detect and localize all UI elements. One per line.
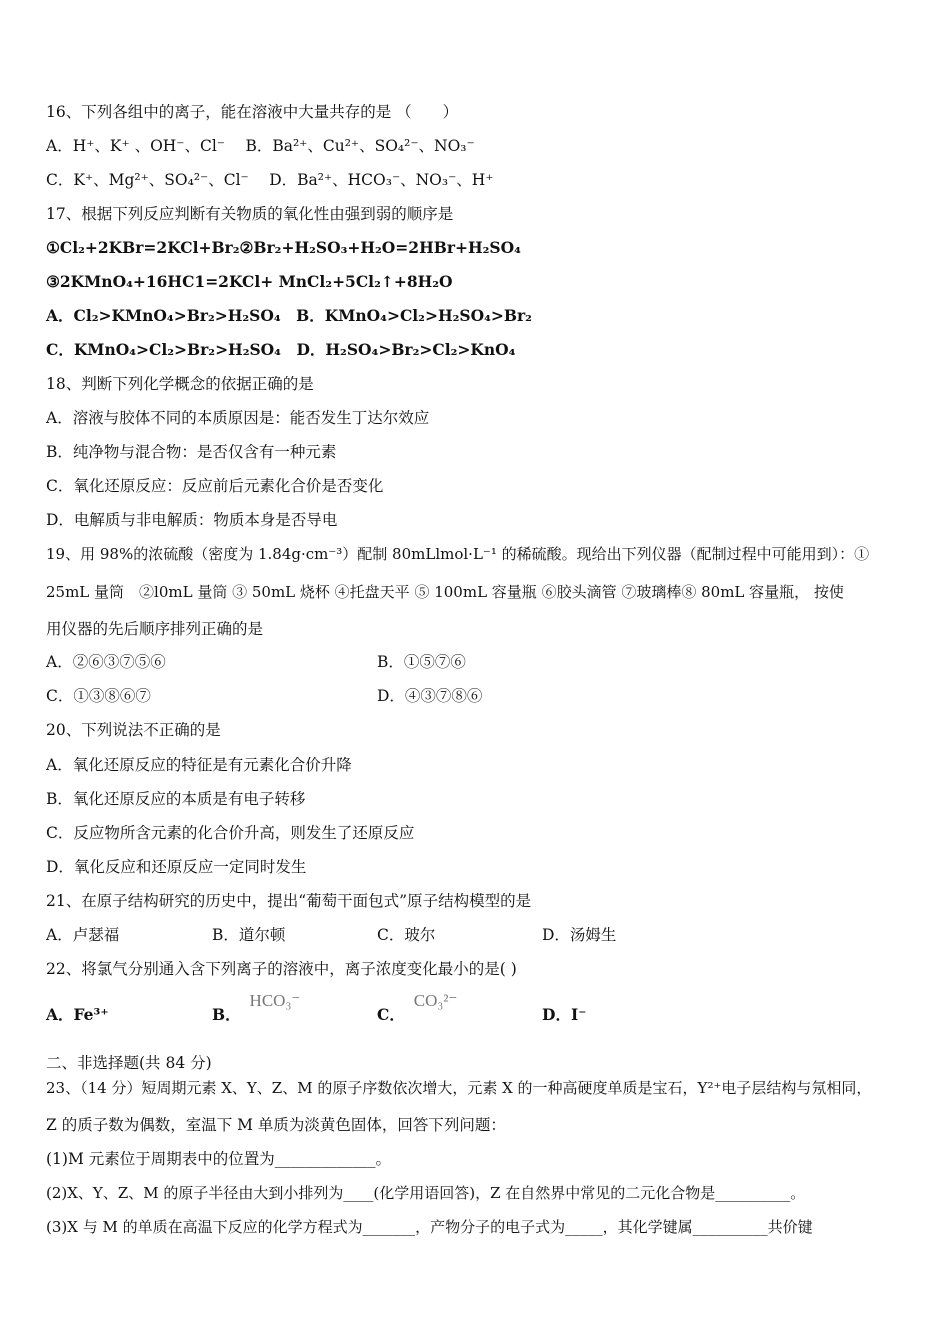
q17-reaction-3: ③2KMnO₄+16HC1=2KCl+ MnCl₂+5Cl₂↑+8H₂O: [46, 272, 453, 291]
q18-option-b[interactable]: B．纯净物与混合物：是否仅含有一种元素: [46, 443, 337, 461]
q22-option-c-label: C．: [377, 1005, 405, 1024]
section-heading: 二、非选择题(共 84 分): [46, 1054, 212, 1072]
q23-part-3: (3)X 与 M 的单质在高温下反应的化学方程式为_______，产物分子的电子式为_____，其化学键属__________共价键: [46, 1218, 813, 1236]
q22-option-a[interactable]: A．Fe³⁺: [46, 1005, 109, 1024]
q21-option-a[interactable]: A．卢瑟福: [46, 926, 120, 944]
q17-options-ab[interactable]: A．Cl₂>KMnO₄>Br₂>H₂SO₄ B．KMnO₄>Cl₂>H₂SO₄>Br₂: [46, 306, 532, 325]
q22-option-b-formula: HCO₃⁻: [249, 991, 301, 1010]
q22-option-b-label: B．: [212, 1005, 241, 1024]
q19-stem-line3: 用仪器的先后顺序排列正确的是: [46, 620, 264, 638]
q20-option-d[interactable]: D．氧化反应和还原反应一定同时发生: [46, 858, 307, 876]
q17-stem: 17、根据下列反应判断有关物质的氧化性由强到弱的顺序是: [46, 205, 454, 223]
q20-stem: 20、下列说法不正确的是: [46, 721, 221, 739]
q16-option-c[interactable]: C．K⁺、Mg²⁺、SO₄²⁻、Cl⁻: [46, 171, 249, 189]
q16-stem: 16、下列各组中的离子，能在溶液中大量共存的是 （ ）: [46, 103, 459, 121]
q18-option-d[interactable]: D．电解质与非电解质：物质本身是否导电: [46, 511, 338, 529]
q18-option-c[interactable]: C．氧化还原反应：反应前后元素化合价是否变化: [46, 477, 384, 495]
q19-option-b[interactable]: B．①⑤⑦⑥: [377, 653, 466, 671]
q23-stem-line2: Z 的质子数为偶数，室温下 M 单质为淡黄色固体，回答下列问题：: [46, 1116, 506, 1134]
q16-options-ab: [46, 136, 475, 156]
q22-option-c-formula: CO₃²⁻: [413, 991, 458, 1010]
q23-part-1: (1)M 元素位于周期表中的位置为_____________。: [46, 1150, 392, 1168]
q19-stem-line1: 19、用 98%的浓硫酸（密度为 1.84g·cm⁻³）配制 80mLlmol·L⁻¹ 的稀硫酸。现给出下列仪器（配制过程中可能用到）：①: [46, 545, 870, 563]
q19-option-c[interactable]: C．①③⑧⑥⑦: [46, 687, 151, 705]
q19-stem-line2: 25mL 量筒 ②l0mL 量筒 ③ 50mL 烧杯 ④托盘天平 ⑤ 100mL 容量瓶 ⑥胶头滴管 ⑦玻璃棒⑧ 80mL 容量瓶， 按使: [46, 583, 844, 601]
q20-option-a[interactable]: A．氧化还原反应的特征是有元素化合价升降: [46, 756, 352, 774]
q22-option-d[interactable]: D．I⁻: [542, 1005, 587, 1024]
q22-stem: 22、将氯气分别通入含下列离子的溶液中，离子浓度变化最小的是( ): [46, 960, 517, 978]
q21-option-d[interactable]: D．汤姆生: [542, 926, 617, 944]
q16-options-cd: [46, 170, 493, 190]
q21-option-b[interactable]: B．道尔顿: [212, 926, 286, 944]
q17-options-cd[interactable]: C．KMnO₄>Cl₂>Br₂>H₂SO₄ D．H₂SO₄>Br₂>Cl₂>KnO₄: [46, 340, 516, 359]
q16-option-b[interactable]: B．Ba²⁺、Cu²⁺、SO₄²⁻、NO₃⁻: [245, 137, 475, 155]
q22-option-b[interactable]: [212, 991, 301, 1025]
q18-stem: 18、判断下列化学概念的依据正确的是: [46, 375, 314, 393]
q20-option-b[interactable]: B．氧化还原反应的本质是有电子转移: [46, 790, 306, 808]
q19-option-a[interactable]: A．②⑥③⑦⑤⑥: [46, 653, 166, 671]
q19-option-d[interactable]: D．④③⑦⑧⑥: [377, 687, 483, 705]
q16-option-a[interactable]: A．H⁺、K⁺ 、OH⁻、Cl⁻: [46, 137, 225, 155]
q16-option-d[interactable]: D．Ba²⁺、HCO₃⁻、NO₃⁻、H⁺: [269, 171, 494, 189]
q17-reaction-1-2: ①Cl₂+2KBr=2KCl+Br₂②Br₂+H₂SO₃+H₂O=2HBr+H₂SO₄: [46, 238, 521, 257]
q23-stem-line1: 23、（14 分）短周期元素 X、Y、Z、M 的原子序数依次增大，元素 X 的一种高硬度单质是宝石，Y²⁺电子层结构与氖相同，: [46, 1079, 872, 1097]
q21-stem: 21、在原子结构研究的历史中，提出“葡萄干面包式”原子结构模型的是: [46, 892, 532, 910]
q22-option-c[interactable]: [377, 991, 458, 1025]
q21-option-c[interactable]: C．玻尔: [377, 926, 436, 944]
q18-option-a[interactable]: A．溶液与胶体不同的本质原因是：能否发生丁达尔效应: [46, 409, 430, 427]
q23-part-2: (2)X、Y、Z、M 的原子半径由大到小排列为____(化学用语回答)，Z 在自然界中常见的二元化合物是__________。: [46, 1184, 806, 1202]
q20-option-c[interactable]: C．反应物所含元素的化合价升高，则发生了还原反应: [46, 824, 415, 842]
